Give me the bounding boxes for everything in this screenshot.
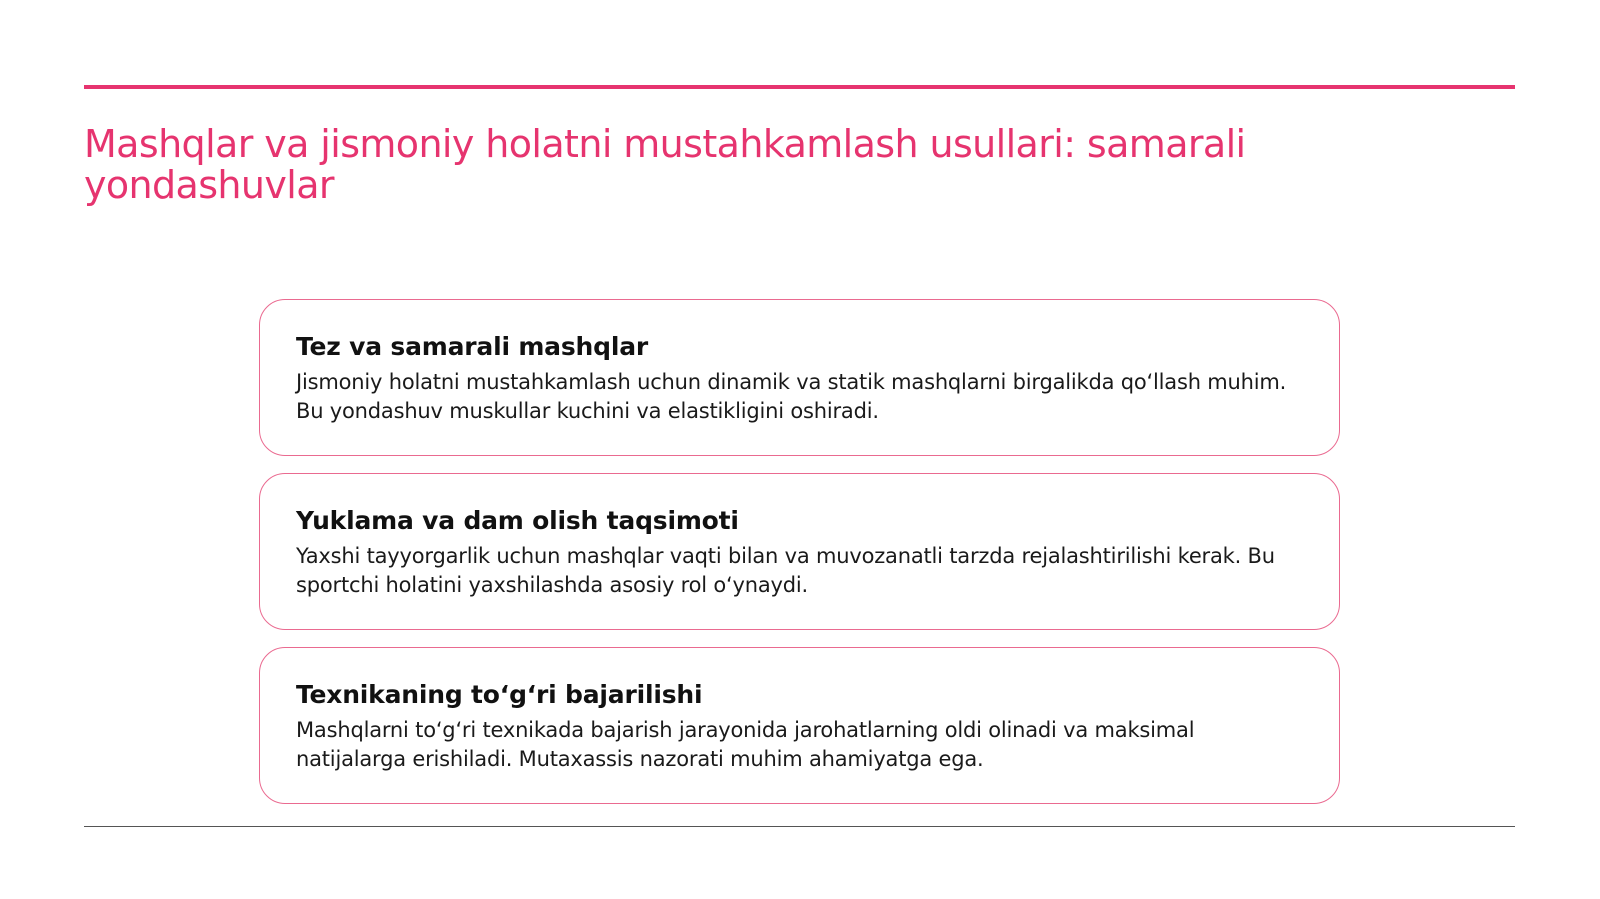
card-text: Jismoniy holatni mustahkamlash uchun dinamik va statik mashqlarni birgalikda qo‘llash muhim. Bu yondashuv muskullar kuchini va elastikligini oshiradi. — [296, 370, 1287, 423]
card-load-rest — [259, 473, 1340, 630]
card-fast-exercises — [259, 299, 1340, 456]
card-text: Mashqlarni to‘g‘ri texnikada bajarish jarayonida jarohatlarning oldi olinadi va maksimal natijalarga erishiladi. Mutaxassis nazorati muhim ahamiyatga ega. — [296, 718, 1195, 771]
card-technique — [259, 647, 1340, 804]
slide-title: Mashqlar va jismoniy holatni mustahkamlash usullari: samarali yondashuvlar — [84, 122, 1246, 207]
bottom-divider — [84, 826, 1515, 827]
card-text: Yaxshi tayyorgarlik uchun mashqlar vaqti bilan va muvozanatli tarzda rejalashtirilishi kerak. Bu sportchi holatini yaxshilashda asosiy rol o‘ynaydi. — [296, 544, 1275, 597]
top-accent-rule — [84, 85, 1515, 89]
card-title: Texnikaning to‘g‘ri bajarilishi — [296, 680, 703, 709]
card-title: Yuklama va dam olish taqsimoti — [296, 506, 739, 535]
card-list — [259, 299, 1340, 821]
card-title: Tez va samarali mashqlar — [296, 332, 648, 361]
